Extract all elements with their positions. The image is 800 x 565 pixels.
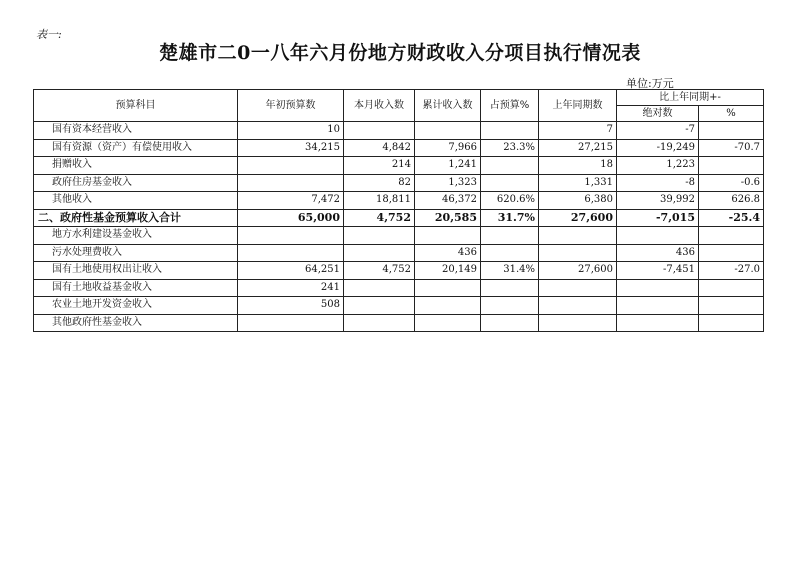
cell-cumulative-income: 436 (415, 244, 481, 262)
cell-item-name: 地方水利建设基金收入 (34, 227, 238, 245)
cell-item-name: 污水处理费收入 (34, 244, 238, 262)
cell-pct-change (699, 314, 764, 332)
col-header-last-year: 上年同期数 (539, 90, 617, 122)
cell-cumulative-income: 7,966 (415, 139, 481, 157)
cell-absolute-change: 436 (617, 244, 699, 262)
table-row (34, 157, 764, 175)
cell-pct-change: -70.7 (699, 139, 764, 157)
cell-cumulative-income (415, 122, 481, 140)
cell-annual-budget: 65,000 (238, 209, 344, 227)
cell-budget-pct: 620.6% (481, 192, 539, 210)
cell-item-name: 二、政府性基金预算收入合计 (34, 209, 238, 227)
cell-pct-change (699, 157, 764, 175)
unit-label: 单位:万元 (626, 77, 674, 90)
cell-absolute-change: -8 (617, 174, 699, 192)
cell-annual-budget (238, 157, 344, 175)
cell-absolute-change: 1,223 (617, 157, 699, 175)
cell-month-income: 214 (344, 157, 415, 175)
cell-annual-budget: 241 (238, 279, 344, 297)
cell-item-name: 国有资源（资产）有偿使用收入 (34, 139, 238, 157)
col-header-month-income: 本月收入数 (344, 90, 415, 122)
cell-month-income (344, 297, 415, 315)
cell-pct-change: 626.8 (699, 192, 764, 210)
cell-last-year: 27,600 (539, 209, 617, 227)
cell-cumulative-income (415, 314, 481, 332)
col-header-budget-pct: 占预算% (481, 90, 539, 122)
cell-pct-change (699, 297, 764, 315)
cell-budget-pct: 31.7% (481, 209, 539, 227)
cell-month-income: 4,752 (344, 209, 415, 227)
cell-cumulative-income (415, 297, 481, 315)
cell-budget-pct (481, 174, 539, 192)
cell-cumulative-income (415, 227, 481, 245)
cell-last-year: 18 (539, 157, 617, 175)
cell-month-income: 4,752 (344, 262, 415, 280)
cell-item-name: 国有土地收益基金收入 (34, 279, 238, 297)
cell-annual-budget: 34,215 (238, 139, 344, 157)
cell-last-year: 27,600 (539, 262, 617, 280)
cell-annual-budget (238, 227, 344, 245)
cell-cumulative-income: 20,585 (415, 209, 481, 227)
table-row (34, 244, 764, 262)
cell-month-income: 18,811 (344, 192, 415, 210)
cell-last-year (539, 227, 617, 245)
page-title: 楚雄市二0一八年六月份地方财政收入分项目执行情况表 (159, 42, 641, 64)
cell-month-income (344, 279, 415, 297)
cell-annual-budget (238, 244, 344, 262)
table-row (34, 174, 764, 192)
cell-annual-budget: 7,472 (238, 192, 344, 210)
cell-budget-pct (481, 314, 539, 332)
cell-last-year (539, 297, 617, 315)
cell-last-year (539, 314, 617, 332)
cell-month-income (344, 227, 415, 245)
table-row (34, 227, 764, 245)
cell-month-income (344, 122, 415, 140)
col-header-item: 预算科目 (34, 90, 238, 122)
table-row (34, 297, 764, 315)
cell-absolute-change: -19,249 (617, 139, 699, 157)
cell-month-income (344, 244, 415, 262)
cell-budget-pct (481, 157, 539, 175)
cell-annual-budget: 10 (238, 122, 344, 140)
table-row (34, 279, 764, 297)
cell-item-name: 其他收入 (34, 192, 238, 210)
table-body (34, 122, 764, 332)
cell-budget-pct (481, 227, 539, 245)
cell-absolute-change (617, 314, 699, 332)
table-row (34, 139, 764, 157)
cell-cumulative-income: 20,149 (415, 262, 481, 280)
cell-cumulative-income: 46,372 (415, 192, 481, 210)
table-number-label: 表一: (36, 28, 62, 41)
cell-budget-pct: 23.3% (481, 139, 539, 157)
cell-pct-change (699, 227, 764, 245)
cell-annual-budget: 508 (238, 297, 344, 315)
cell-absolute-change: -7,451 (617, 262, 699, 280)
cell-last-year (539, 279, 617, 297)
cell-pct-change: -25.4 (699, 209, 764, 227)
cell-month-income: 82 (344, 174, 415, 192)
cell-item-name: 国有资本经营收入 (34, 122, 238, 140)
col-header-compare-group: 比上年同期+- (617, 90, 764, 106)
cell-annual-budget (238, 314, 344, 332)
cell-absolute-change: -7 (617, 122, 699, 140)
cell-absolute-change (617, 227, 699, 245)
cell-item-name: 政府住房基金收入 (34, 174, 238, 192)
col-header-cumulative-income: 累计收入数 (415, 90, 481, 122)
revenue-table (33, 89, 764, 332)
cell-cumulative-income (415, 279, 481, 297)
cell-absolute-change (617, 297, 699, 315)
col-header-annual-budget: 年初预算数 (238, 90, 344, 122)
cell-absolute-change (617, 279, 699, 297)
table-row (34, 192, 764, 210)
cell-month-income: 4,842 (344, 139, 415, 157)
cell-pct-change (699, 279, 764, 297)
cell-pct-change (699, 122, 764, 140)
cell-item-name: 农业土地开发资金收入 (34, 297, 238, 315)
cell-item-name: 国有土地使用权出让收入 (34, 262, 238, 280)
cell-budget-pct (481, 279, 539, 297)
cell-last-year: 1,331 (539, 174, 617, 192)
cell-budget-pct: 31.4% (481, 262, 539, 280)
cell-pct-change (699, 244, 764, 262)
table-row (34, 209, 764, 227)
cell-cumulative-income: 1,323 (415, 174, 481, 192)
cell-absolute-change: 39,992 (617, 192, 699, 210)
table-row (34, 314, 764, 332)
cell-last-year: 6,380 (539, 192, 617, 210)
cell-pct-change: -27.0 (699, 262, 764, 280)
cell-last-year (539, 244, 617, 262)
cell-budget-pct (481, 297, 539, 315)
cell-last-year: 7 (539, 122, 617, 140)
table-row (34, 262, 764, 280)
cell-absolute-change: -7,015 (617, 209, 699, 227)
cell-budget-pct (481, 122, 539, 140)
cell-cumulative-income: 1,241 (415, 157, 481, 175)
col-header-absolute: 绝对数 (617, 106, 699, 122)
col-header-pct: % (699, 106, 764, 122)
cell-annual-budget: 64,251 (238, 262, 344, 280)
cell-budget-pct (481, 244, 539, 262)
table-row (34, 122, 764, 140)
cell-item-name: 捐赠收入 (34, 157, 238, 175)
cell-last-year: 27,215 (539, 139, 617, 157)
cell-item-name: 其他政府性基金收入 (34, 314, 238, 332)
cell-annual-budget (238, 174, 344, 192)
cell-month-income (344, 314, 415, 332)
cell-pct-change: -0.6 (699, 174, 764, 192)
